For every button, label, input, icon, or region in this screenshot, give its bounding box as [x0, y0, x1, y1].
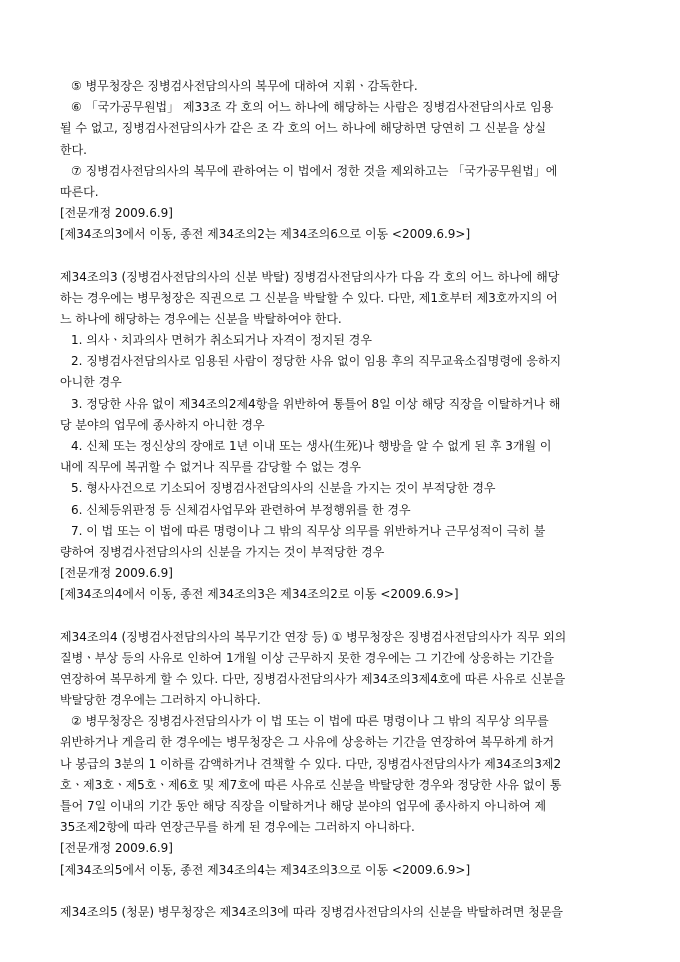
article-section	[60, 627, 622, 881]
text-line: ② 병무청장은 징병검사전담의사가 이 법 또는 이 법에 따른 명령이나 그 밖의 직무상 의무를	[71, 714, 549, 729]
text-line: 위반하거나 게을리 한 경우에는 병무청장은 그 사유에 상응하는 기간을 연장하여 복무하게 하거	[60, 735, 555, 750]
text-line: [제34조의5에서 이동, 종전 제34조의4는 제34조의3으로 이동 <2009.6.9>]	[60, 862, 471, 877]
text-line: 박탈당한 경우에는 그러하지 아니하다.	[60, 693, 261, 708]
text-line: 7. 이 법 또는 이 법에 따른 명령이나 그 밖의 직무상 의무를 위반하거나 근무성적이 극히 불	[71, 523, 546, 538]
text-line: 1. 의사ㆍ치과의사 면허가 취소되거나 자격이 정지된 경우	[71, 333, 372, 348]
text-line: 될 수 없고, 징병검사전담의사가 같은 조 각 호의 어느 하나에 해당하면 당연히 그 신분을 상실	[60, 121, 547, 136]
text-line: 5. 형사사건으로 기소되어 징병검사전담의사의 신분을 가지는 것이 부적당한 경우	[71, 481, 496, 496]
text-line: 한다.	[60, 142, 87, 157]
text-line: 연장하여 복무하게 할 수 있다. 다만, 징병검사전담의사가 제34조의3제4호에 따른 사유로 신분을	[60, 671, 566, 686]
text-line: 3. 정당한 사유 없이 제34조의2제4항을 위반하여 통틀어 8일 이상 해당 직장을 이탈하거나 해	[71, 396, 561, 411]
text-line: 하는 경우에는 병무청장은 직권으로 그 신분을 박탈할 수 있다. 다만, 제1호부터 제3호까지의 어	[60, 290, 558, 305]
text-line: 내에 직무에 복귀할 수 없거나 직무를 감당할 수 없는 경우	[60, 460, 361, 475]
text-line: 질병ㆍ부상 등의 사유로 인하여 1개월 이상 근무하지 못한 경우에는 그 기간에 상응하는 기간을	[60, 650, 554, 665]
text-line: 당 분야의 업무에 종사하지 아니한 경우	[60, 417, 265, 432]
text-line: ⑥ 「국가공무원법」 제33조 각 호의 어느 하나에 해당하는 사람은 징병검사전담의사로 임용	[71, 100, 554, 115]
text-line: 4. 신체 또는 정신상의 장애로 1년 이내 또는 생사(生死)나 행방을 알 수 없게 된 후 3개월 이	[71, 439, 552, 453]
article-section	[60, 267, 622, 606]
text-line: 35조제2항에 따라 연장근무를 하게 된 경우에는 그러하지 아니하다.	[60, 820, 415, 835]
section-gap	[60, 606, 622, 627]
text-line: [제34조의3에서 이동, 종전 제34조의2는 제34조의6으로 이동 <2009.6.9>]	[60, 227, 471, 242]
article-section	[60, 76, 622, 246]
document-page	[60, 76, 622, 923]
text-line: 나 봉급의 3분의 1 이하를 감액하거나 견책할 수 있다. 다만, 징병검사전담의사가 제34조의3제2	[60, 756, 562, 771]
section-gap	[60, 881, 622, 902]
text-line: 제34조의4 (징병검사전담의사의 복무기간 연장 등) ① 병무청장은 징병검사전담의사가 직무 외의	[60, 629, 567, 644]
article-section	[60, 902, 622, 923]
text-line: [제34조의4에서 이동, 종전 제34조의3은 제34조의2로 이동 <2009.6.9>]	[60, 587, 459, 602]
text-line: ⑦ 징병검사전담의사의 복무에 관하여는 이 법에서 정한 것을 제외하고는 「국가공무원법」에	[71, 163, 558, 178]
text-line: 따른다.	[60, 184, 99, 199]
text-line: [전문개정 2009.6.9]	[60, 206, 173, 221]
text-line: [전문개정 2009.6.9]	[60, 841, 173, 856]
section-gap	[60, 246, 622, 267]
text-line: 제34조의3 (징병검사전담의사의 신분 박탈) 징병검사전담의사가 다음 각 호의 어느 하나에 해당	[60, 269, 560, 284]
text-line: 2. 징병검사전담의사로 임용된 사람이 정당한 사유 없이 임용 후의 직무교육소집명령에 응하지	[71, 354, 562, 369]
text-line: 6. 신체등위판정 등 신체검사업무와 관련하여 부정행위를 한 경우	[71, 502, 411, 517]
text-line: 느 하나에 해당하는 경우에는 신분을 박탈하여야 한다.	[60, 311, 342, 326]
text-line: 아니한 경우	[60, 375, 122, 390]
text-line: 량하여 징병검사전담의사의 신분을 가지는 것이 부적당한 경우	[60, 544, 385, 559]
text-line: ⑤ 병무청장은 징병검사전담의사의 복무에 대하여 지휘ㆍ감독한다.	[71, 79, 418, 93]
text-line: 제34조의5 (청문) 병무청장은 제34조의3에 따라 징병검사전담의사의 신분을 박탈하려면 청문을	[60, 904, 564, 919]
text-line: [전문개정 2009.6.9]	[60, 566, 173, 581]
text-line: 틀어 7일 이내의 기간 동안 해당 직장을 이탈하거나 해당 분야의 업무에 종사하지 아니하여 제	[60, 799, 547, 813]
text-line: 호ㆍ제3호ㆍ제5호ㆍ제6호 및 제7호에 따른 사유로 신분을 박탈당한 경우와 정당한 사유 없이 통	[60, 777, 562, 792]
